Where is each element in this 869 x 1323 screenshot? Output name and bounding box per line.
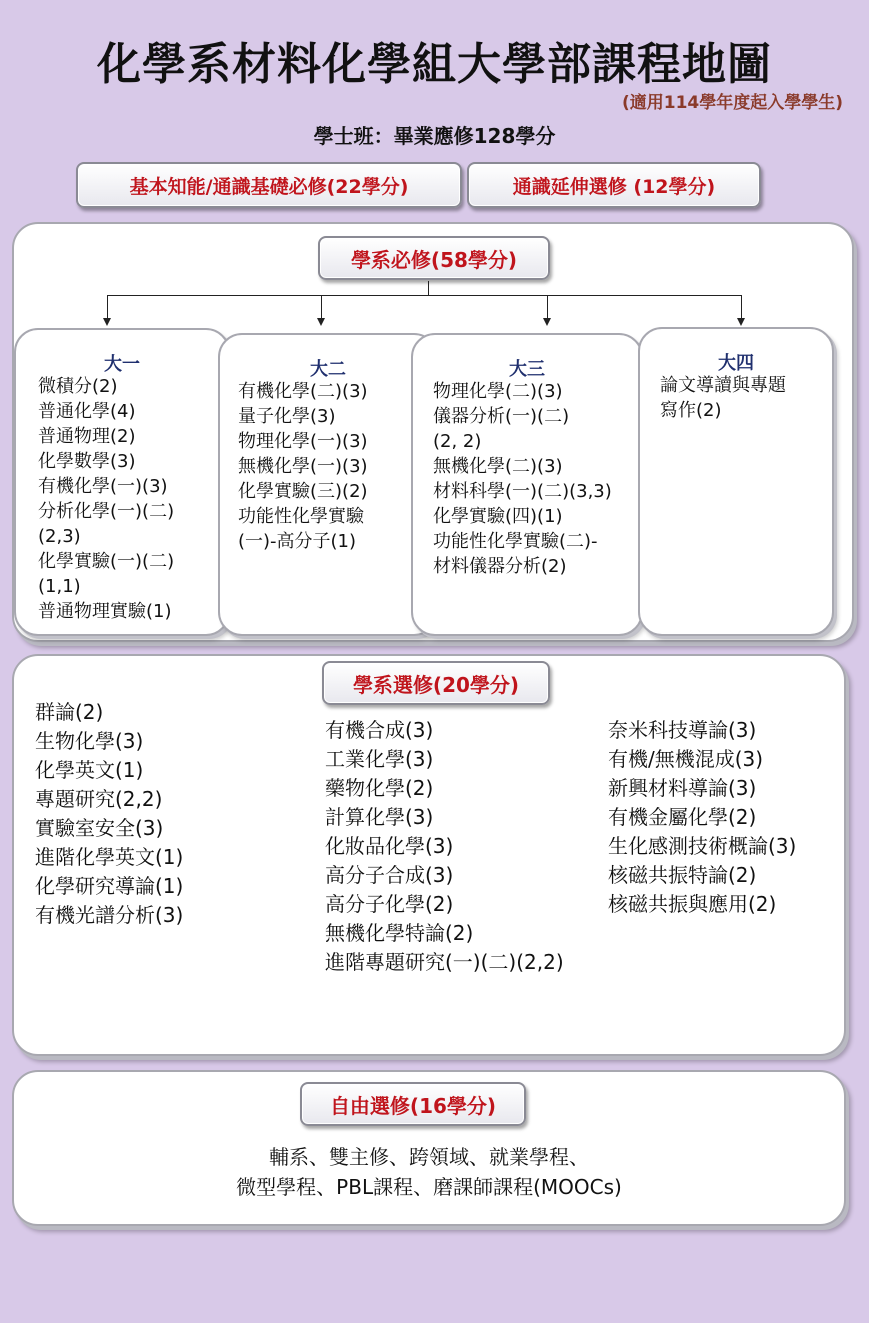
course-item: 材料科學(一)(二)(3,3) <box>433 481 612 502</box>
course-item: 化學實驗(三)(2) <box>238 481 368 502</box>
free-electives-line: 輔系、雙主修、跨領域、就業學程、 <box>269 1145 589 1169</box>
year-1-course-list <box>38 374 174 624</box>
elective-column-2 <box>325 716 564 977</box>
year-2-box <box>218 333 438 636</box>
elective-column-3 <box>608 716 796 919</box>
free-electives-line: 微型學程、PBL課程、磨課師課程(MOOCs) <box>236 1175 622 1199</box>
elective-item: 核磁共振特論(2) <box>608 863 757 887</box>
required-courses-label[interactable]: 學系必修(58學分) <box>318 236 550 280</box>
course-item: 微積分(2) <box>38 376 118 397</box>
course-item: 化學數學(3) <box>38 451 136 472</box>
course-item: 普通化學(4) <box>38 401 136 422</box>
elective-item: 高分子化學(2) <box>325 892 454 916</box>
elective-item: 進階專題研究(一)(二)(2,2) <box>325 950 564 974</box>
course-item: 功能性化學實驗(二)- <box>433 531 598 552</box>
elective-item: 工業化學(3) <box>325 747 434 771</box>
tree-connector <box>741 295 742 319</box>
course-item: 物理化學(一)(3) <box>238 431 368 452</box>
elective-item: 實驗室安全(3) <box>35 816 164 840</box>
course-item: 化學實驗(一)(二) <box>38 551 175 572</box>
elective-item: 化學研究導論(1) <box>35 874 184 898</box>
tree-connector <box>321 295 322 319</box>
elective-item: 生物化學(3) <box>35 729 144 753</box>
course-item: 分析化學(一)(二) <box>38 501 175 522</box>
course-item: 普通物理實驗(1) <box>38 601 172 622</box>
arrow-down-icon <box>737 318 745 326</box>
degree-requirement: 學士班：畢業應修128學分 <box>313 124 556 148</box>
elective-item: 化學英文(1) <box>35 758 144 782</box>
arrow-down-icon <box>103 318 111 326</box>
year-4-course-list <box>660 373 786 423</box>
course-item: 論文導讀與專題 <box>660 375 786 396</box>
course-item: (2,3) <box>38 526 81 547</box>
arrow-down-icon <box>317 318 325 326</box>
year-3-title: 大三 <box>509 359 545 380</box>
course-item: 無機化學(一)(3) <box>238 456 368 477</box>
elective-item: 有機光譜分析(3) <box>35 903 184 927</box>
elective-item: 無機化學特論(2) <box>325 921 474 945</box>
elective-item: 計算化學(3) <box>325 805 434 829</box>
elective-item: 進階化學英文(1) <box>35 845 184 869</box>
general-education-elective-button[interactable]: 通識延伸選修 (12學分) <box>467 162 761 208</box>
course-item: (1,1) <box>38 576 81 597</box>
course-item: 化學實驗(四)(1) <box>433 506 563 527</box>
tree-connector <box>107 295 741 296</box>
elective-item: 藥物化學(2) <box>325 776 434 800</box>
elective-item: 奈米科技導論(3) <box>608 718 757 742</box>
general-education-required-button[interactable]: 基本知能/通識基礎必修(22學分) <box>76 162 462 208</box>
arrow-down-icon <box>543 318 551 326</box>
course-item: 物理化學(二)(3) <box>433 381 563 402</box>
elective-item: 有機金屬化學(2) <box>608 805 757 829</box>
elective-item: 新興材料導論(3) <box>608 776 757 800</box>
year-1-box <box>14 328 230 636</box>
course-item: 儀器分析(一)(二) <box>433 406 570 427</box>
course-item: (2, 2) <box>433 431 482 452</box>
page-subtitle: (適用114學年度起入學學生) <box>621 93 843 113</box>
year-2-title: 大二 <box>310 359 346 380</box>
page-title: 化學系材料化學組大學部課程地圖 <box>97 39 772 90</box>
year-3-box <box>411 333 643 636</box>
elective-item: 群論(2) <box>35 700 104 724</box>
elective-courses-label[interactable]: 學系選修(20學分) <box>322 661 550 705</box>
year-4-title: 大四 <box>718 353 754 374</box>
course-item: (一)-高分子(1) <box>238 531 357 552</box>
tree-connector <box>107 295 108 319</box>
elective-item: 核磁共振與應用(2) <box>608 892 777 916</box>
course-item: 有機化學(二)(3) <box>238 381 368 402</box>
year-1-title: 大一 <box>104 354 140 375</box>
tree-connector <box>428 281 429 295</box>
year-4-box <box>638 327 834 636</box>
elective-item: 化妝品化學(3) <box>325 834 454 858</box>
elective-item: 專題研究(2,2) <box>35 787 163 811</box>
elective-item: 生化感測技術概論(3) <box>608 834 797 858</box>
year-3-course-list <box>433 379 612 579</box>
course-item: 量子化學(3) <box>238 406 336 427</box>
elective-item: 有機/無機混成(3) <box>608 747 764 771</box>
elective-item: 高分子合成(3) <box>325 863 454 887</box>
course-item: 無機化學(二)(3) <box>433 456 563 477</box>
course-item: 材料儀器分析(2) <box>433 556 567 577</box>
course-item: 功能性化學實驗 <box>238 506 364 527</box>
elective-column-1 <box>35 698 183 930</box>
course-item: 寫作(2) <box>660 400 722 421</box>
free-electives-description <box>14 1142 844 1202</box>
course-item: 有機化學(一)(3) <box>38 476 168 497</box>
course-item: 普通物理(2) <box>38 426 136 447</box>
free-electives-label[interactable]: 自由選修(16學分) <box>300 1082 526 1126</box>
year-2-course-list <box>238 379 368 554</box>
tree-connector <box>547 295 548 319</box>
elective-item: 有機合成(3) <box>325 718 434 742</box>
